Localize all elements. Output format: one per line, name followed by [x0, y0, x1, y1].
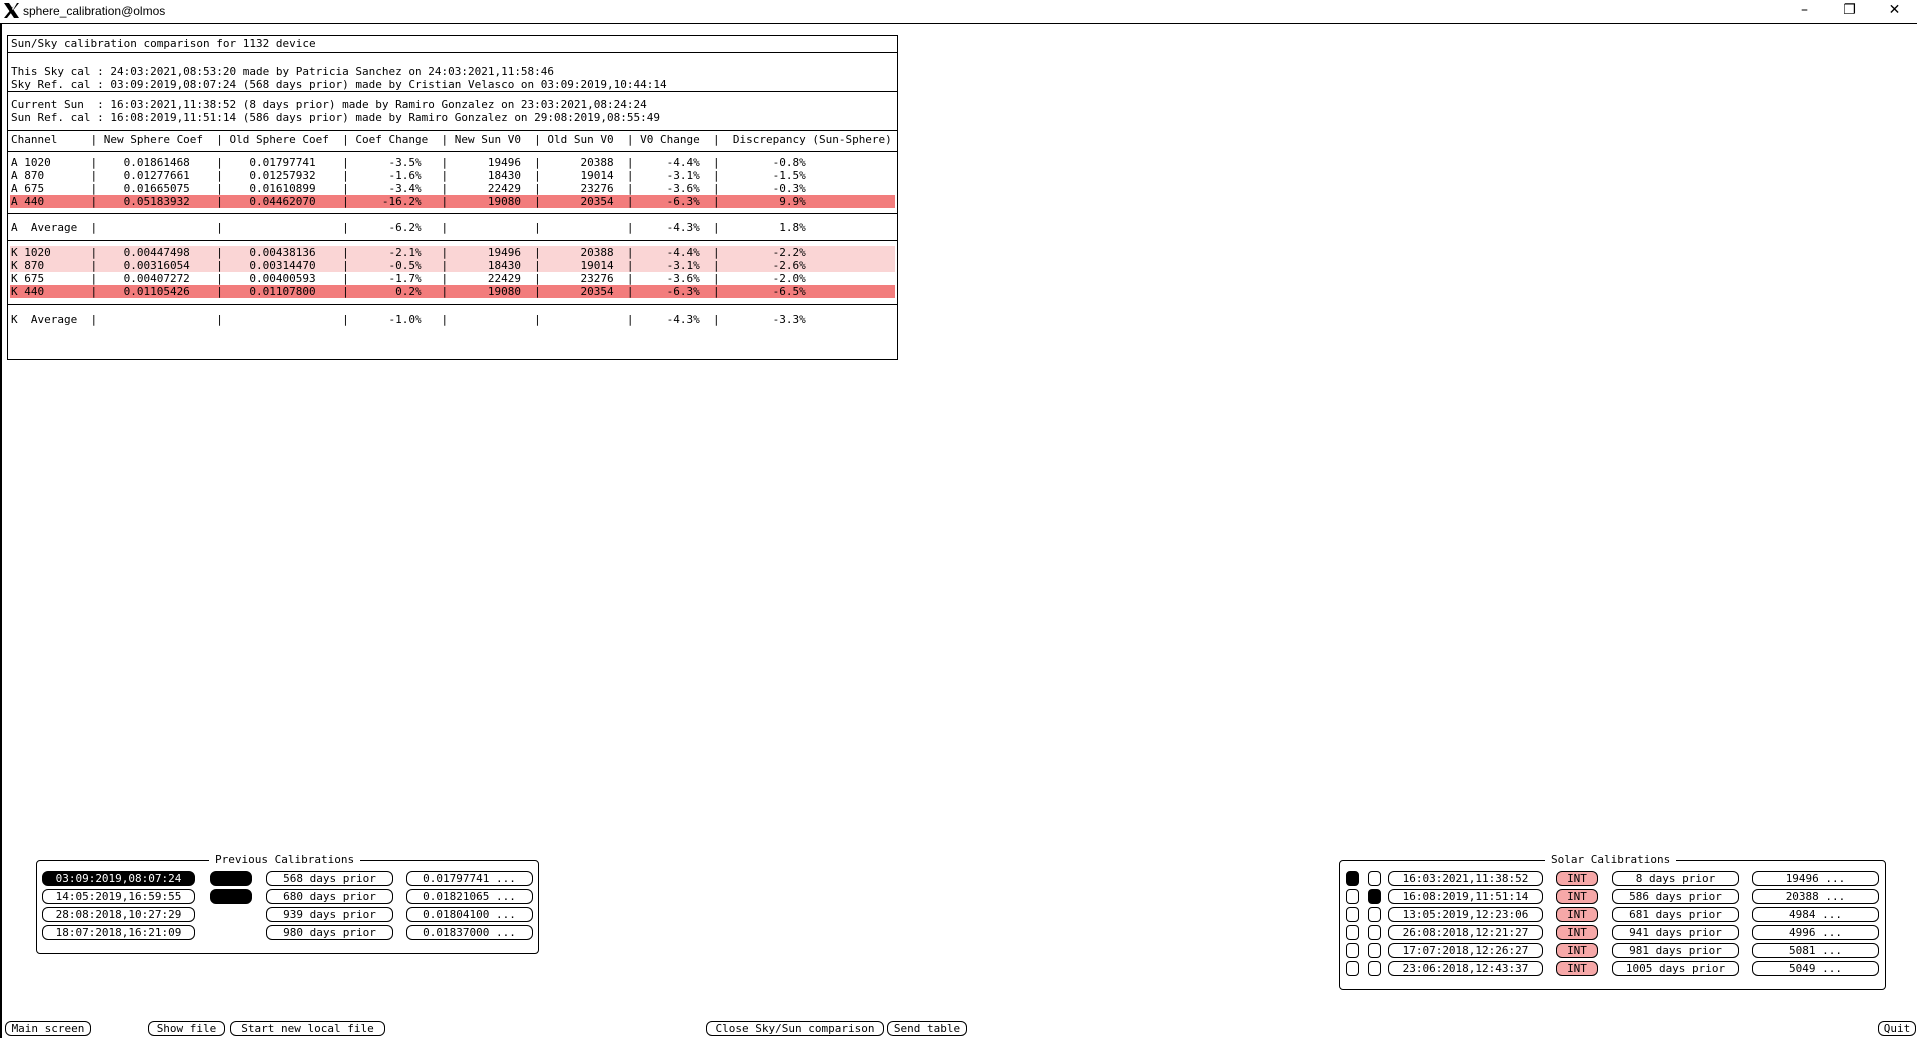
solar-cal-type-badge[interactable]: INT [1556, 961, 1598, 976]
show-file-button[interactable]: Show file [148, 1021, 225, 1036]
solar-cal-v0-button[interactable]: 20388 ... [1752, 889, 1879, 904]
solar-calibrations-title: Solar Calibrations [1545, 853, 1676, 867]
solar-cal-date-button[interactable]: 17:07:2018,12:26:27 [1388, 943, 1543, 958]
prev-cal-date-button[interactable]: 03:09:2019,08:07:24 [42, 871, 195, 886]
solar-cal-days-button[interactable]: 681 days prior [1612, 907, 1739, 922]
solar-reference-radio[interactable] [1368, 925, 1381, 940]
solar-cal-type-badge[interactable]: INT [1556, 907, 1598, 922]
previous-calibrations-title: Previous Calibrations [209, 853, 360, 867]
window-titlebar [0, 0, 1917, 24]
prev-cal-days-button[interactable]: 568 days prior [266, 871, 393, 886]
prev-cal-coef-button[interactable]: 0.01821065 ... [406, 889, 533, 904]
table-row: A 1020 | 0.01861468 | 0.01797741 | -3.5% | 19496 | 20388 | -4.4% | -0.8% [11, 156, 806, 169]
solar-cal-type-badge[interactable]: INT [1556, 889, 1598, 904]
table-row: K 675 | 0.00407272 | 0.00400593 | -1.7% | 22429 | 23276 | -3.6% | -2.0% [11, 272, 806, 285]
comparison-panel [7, 35, 898, 360]
solar-cal-date-button[interactable]: 26:08:2018,12:21:27 [1388, 925, 1543, 940]
table-row-highlight: K 1020 | 0.00447498 | 0.00438136 | -2.1% | 19496 | 20388 | -4.4% | -2.2% [10, 246, 895, 259]
panel-heading-section [8, 36, 897, 53]
sun-info-section [8, 92, 897, 131]
sky-info-section [8, 53, 897, 92]
solar-cal-date-button[interactable]: 16:03:2021,11:38:52 [1388, 871, 1543, 886]
solar-cal-days-button[interactable]: 586 days prior [1612, 889, 1739, 904]
solar-current-radio[interactable] [1346, 961, 1359, 976]
table-header: Channel | New Sphere Coef | Old Sphere Coef | Coef Change | New Sun V0 | Old Sun V0 | V0 Change | Discrepancy (Sun-Sphere) [11, 133, 892, 146]
sun-info-line: Current Sun : 16:03:2021,11:38:52 (8 days prior) made by Ramiro Gonzalez on 23:03:2021,08:24:24 [11, 98, 647, 111]
solar-cal-days-button[interactable]: 8 days prior [1612, 871, 1739, 886]
prev-cal-marker [210, 871, 252, 886]
start-new-local-file-button[interactable]: Start new local file [230, 1021, 385, 1036]
a-channels-section [8, 152, 897, 214]
prev-cal-days-button[interactable]: 680 days prior [266, 889, 393, 904]
restore-icon[interactable]: ❐ [1843, 2, 1856, 18]
a-average-section [8, 214, 897, 241]
solar-reference-radio[interactable] [1368, 943, 1381, 958]
sky-info-line: Sky Ref. cal : 03:09:2019,08:07:24 (568 days prior) made by Cristian Velasco on 03:09:2019,10:44:14 [11, 78, 667, 91]
x-app-icon [3, 2, 20, 19]
table-row-highlight: K 440 | 0.01105426 | 0.01107800 | 0.2% | 19080 | 20354 | -6.3% | -6.5% [10, 285, 895, 298]
solar-cal-date-button[interactable]: 13:05:2019,12:23:06 [1388, 907, 1543, 922]
main-screen-button[interactable]: Main screen [5, 1021, 91, 1036]
sky-info-line: This Sky cal : 24:03:2021,08:53:20 made by Patricia Sanchez on 24:03:2021,11:58:46 [11, 65, 555, 78]
table-row: A 870 | 0.01277661 | 0.01257932 | -1.6% | 18430 | 19014 | -3.1% | -1.5% [11, 169, 806, 182]
solar-cal-type-badge[interactable]: INT [1556, 871, 1598, 886]
table-row-highlight: K 870 | 0.00316054 | 0.00314470 | -0.5% | 18430 | 19014 | -3.1% | -2.6% [10, 259, 895, 272]
close-comparison-button[interactable]: Close Sky/Sun comparison [706, 1021, 884, 1036]
panel-heading: Sun/Sky calibration comparison for 1132 device [11, 37, 316, 50]
prev-cal-marker [210, 889, 252, 904]
prev-cal-date-button[interactable]: 28:08:2018,10:27:29 [42, 907, 195, 922]
prev-cal-days-button[interactable]: 980 days prior [266, 925, 393, 940]
table-row: A 675 | 0.01665075 | 0.01610899 | -3.4% | 22429 | 23276 | -3.6% | -0.3% [11, 182, 806, 195]
solar-cal-v0-button[interactable]: 5081 ... [1752, 943, 1879, 958]
send-table-button[interactable]: Send table [887, 1021, 967, 1036]
solar-current-radio[interactable] [1346, 925, 1359, 940]
solar-current-radio[interactable] [1346, 889, 1359, 904]
solar-cal-date-button[interactable]: 23:06:2018,12:43:37 [1388, 961, 1543, 976]
solar-cal-v0-button[interactable]: 4984 ... [1752, 907, 1879, 922]
solar-cal-date-button[interactable]: 16:08:2019,11:51:14 [1388, 889, 1543, 904]
solar-cal-days-button[interactable]: 1005 days prior [1612, 961, 1739, 976]
solar-cal-v0-button[interactable]: 5049 ... [1752, 961, 1879, 976]
quit-button[interactable]: Quit [1878, 1021, 1916, 1036]
solar-current-radio[interactable] [1346, 943, 1359, 958]
close-icon[interactable]: ✕ [1888, 2, 1901, 18]
table-header-section [8, 131, 897, 152]
solar-reference-radio[interactable] [1368, 871, 1381, 886]
k-average-section [8, 305, 897, 345]
a-average-row: A Average | | | -6.2% | | | -4.3% | 1.8% [11, 221, 806, 234]
solar-current-radio[interactable] [1346, 871, 1359, 886]
prev-cal-days-button[interactable]: 939 days prior [266, 907, 393, 922]
sun-info-line: Sun Ref. cal : 16:08:2019,11:51:14 (586 days prior) made by Ramiro Gonzalez on 29:08:2019,08:55:49 [11, 111, 661, 124]
k-channels-section [8, 241, 897, 305]
previous-calibrations-group [36, 853, 539, 954]
solar-reference-radio[interactable] [1368, 907, 1381, 922]
solar-current-radio[interactable] [1346, 907, 1359, 922]
solar-reference-radio[interactable] [1368, 889, 1381, 904]
solar-calibrations-group [1339, 853, 1886, 990]
solar-cal-days-button[interactable]: 981 days prior [1612, 943, 1739, 958]
prev-cal-coef-button[interactable]: 0.01837000 ... [406, 925, 533, 940]
solar-cal-days-button[interactable]: 941 days prior [1612, 925, 1739, 940]
solar-cal-type-badge[interactable]: INT [1556, 943, 1598, 958]
prev-cal-date-button[interactable]: 14:05:2019,16:59:55 [42, 889, 195, 904]
minimize-icon[interactable]: – [1801, 2, 1808, 18]
solar-cal-type-badge[interactable]: INT [1556, 925, 1598, 940]
window-title: sphere_calibration@olmos [23, 4, 166, 18]
solar-reference-radio[interactable] [1368, 961, 1381, 976]
prev-cal-coef-button[interactable]: 0.01804100 ... [406, 907, 533, 922]
solar-cal-v0-button[interactable]: 4996 ... [1752, 925, 1879, 940]
prev-cal-date-button[interactable]: 18:07:2018,16:21:09 [42, 925, 195, 940]
window-left-border [0, 23, 2, 1038]
table-row-highlight: A 440 | 0.05183932 | 0.04462070 | -16.2% | 19080 | 20354 | -6.3% | 9.9% [10, 195, 895, 208]
k-average-row: K Average | | | -1.0% | | | -4.3% | -3.3% [11, 313, 806, 326]
solar-cal-v0-button[interactable]: 19496 ... [1752, 871, 1879, 886]
prev-cal-coef-button[interactable]: 0.01797741 ... [406, 871, 533, 886]
